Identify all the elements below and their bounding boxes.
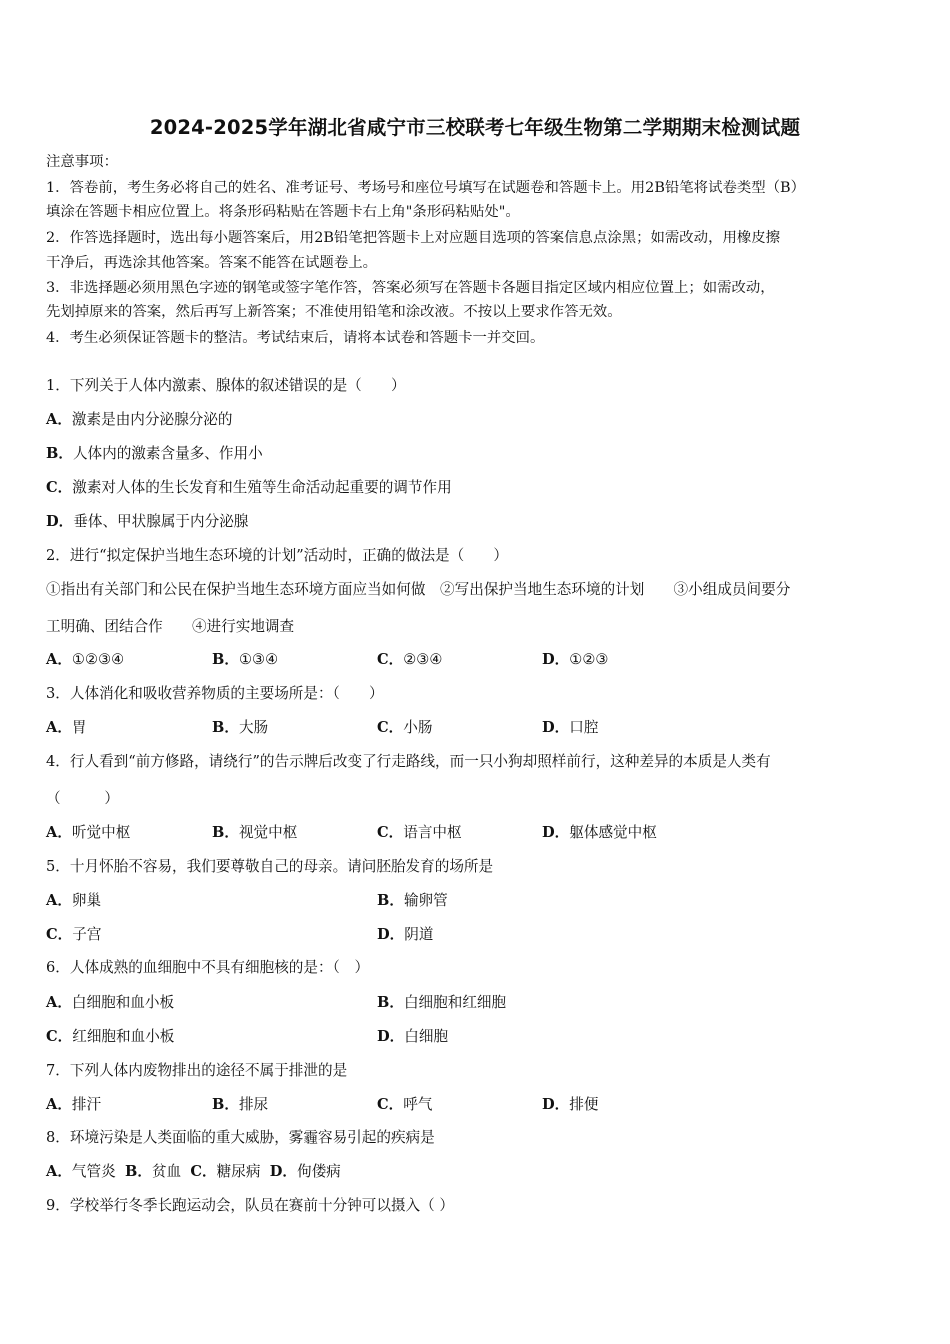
question-3-stem: 3．人体消化和吸收营养物质的主要场所是：（ ） [46,685,384,702]
option-label: B． [46,445,73,462]
q8-option-b: 贫血 [151,1163,182,1180]
option-label: C． [377,824,404,841]
option-text: 垂体、甲状腺属于内分泌腺 [73,513,249,530]
option-label: D． [269,1163,297,1180]
q8-option-c: 糖尿病 [216,1163,261,1180]
option-label: C． [46,479,73,496]
q6-option-b [377,993,506,1013]
option-text: 视觉中枢 [238,824,298,841]
notes-line: 2．作答选择题时，选出每小题答案后，用2B铅笔把答题卡上对应题目选项的答案信息点涂黑；如需改动，用橡皮擦 [46,230,781,246]
question-2-detail: ①指出有关部门和公民在保护当地生态环境方面应当如何做 ②写出保护当地生态环境的计划 ③小组成员间要分 [46,581,791,598]
q6-option-a [46,993,174,1013]
option-label: D． [542,1096,570,1113]
option-label: C． [46,926,73,943]
question-8-stem: 8．环境污染是人类面临的重大威胁，雾霾容易引起的疾病是 [46,1129,435,1146]
option-text: 阴道 [404,926,434,943]
q4-option-d [542,823,657,843]
option-text: 呼气 [403,1096,433,1113]
notes-line: 1．答卷前，考生务必将自己的姓名、准考证号、考场号和座位号填写在试题卷和答题卡上。用2B铅笔将试卷类型（B） [46,180,805,196]
option-label: A． [46,651,72,668]
option-text: 白细胞 [404,1028,449,1045]
notes-line: 先划掉原来的答案，然后再写上新答案；不准使用铅笔和涂改液。不按以上要求作答无效。 [46,304,622,320]
question-1-stem: 1．下列关于人体内激素、腺体的叙述错误的是（ ） [46,377,406,394]
q3-option-a [46,718,87,738]
q8-option-a: 气管炎 [71,1163,116,1180]
q2-option-c [377,650,442,670]
q2-option-a [46,650,124,670]
q1-option-a [46,410,232,430]
option-text: ①②③④ [71,651,125,668]
option-text: 输卵管 [403,892,448,909]
option-label: D． [542,824,570,841]
option-label: C． [377,719,404,736]
q6-option-c [46,1027,174,1047]
q8-options-row [46,1162,341,1182]
option-text: ①③④ [238,651,279,668]
option-text: 激素对人体的生长发育和生殖等生命活动起重要的调节作用 [72,479,452,496]
option-label: B． [377,994,404,1011]
q7-option-c [377,1095,432,1115]
option-label: A． [46,892,72,909]
notes-line: 3．非选择题必须用黑色字迹的钢笔或签字笔作答，答案必须写在答题卡各题目指定区域内相应位置上；如需改动， [46,280,775,296]
option-text: 卵巢 [71,892,102,909]
option-label: B． [125,1163,152,1180]
q7-option-d [542,1095,598,1115]
q4-option-b [212,823,297,843]
q4-option-a [46,823,130,843]
q8-option-d: 佝偻病 [296,1163,341,1180]
option-label: D． [377,1028,405,1045]
question-2-detail: 工明确、团结合作 ④进行实地调查 [46,618,295,635]
option-text: 大肠 [238,719,269,736]
option-text: ①②③ [569,651,609,668]
q5-option-a [46,891,101,911]
option-label: D． [542,651,570,668]
option-label: B． [377,892,404,909]
option-label: D． [46,513,74,530]
option-label: D． [377,926,405,943]
option-text: 红细胞和血小板 [72,1028,175,1045]
option-label: A． [46,719,72,736]
option-label: B． [212,824,239,841]
q1-option-d [46,512,248,532]
q7-option-a [46,1095,101,1115]
option-label: A． [46,1096,72,1113]
option-text: 人体内的激素含量多、作用小 [72,445,263,462]
q5-option-c [46,925,101,945]
option-text: 子宫 [72,926,102,943]
option-label: C． [377,1096,404,1113]
q3-option-d [542,718,598,738]
option-text: 胃 [71,719,87,736]
option-text: ②③④ [403,651,443,668]
option-text: 小肠 [403,719,433,736]
option-text: 排便 [569,1096,599,1113]
question-7-stem: 7．下列人体内废物排出的途径不属于排泄的是 [46,1062,348,1079]
question-5-stem: 5．十月怀胎不容易，我们要尊敬自己的母亲。请问胚胎发育的场所是 [46,858,494,875]
question-6-stem: 6．人体成熟的血细胞中不具有细胞核的是：（ ） [46,959,370,976]
option-text: 排汗 [71,1096,102,1113]
q5-option-d [377,925,433,945]
option-label: B． [212,719,239,736]
q5-option-b [377,891,448,911]
page-title: 2024-2025学年湖北省咸宁市三校联考七年级生物第二学期期末检测试题 [149,116,801,139]
option-label: C． [190,1163,217,1180]
q7-option-b [212,1095,268,1115]
option-text: 白细胞和红细胞 [403,994,507,1011]
question-2-stem: 2．进行“拟定保护当地生态环境的计划”活动时，正确的做法是（ ） [46,547,509,564]
option-label: A． [46,411,72,428]
option-label: B． [212,1096,239,1113]
notes-line: 填涂在答题卡相应位置上。将条形码粘贴在答题卡右上角"条形码粘贴处"。 [46,204,520,220]
q1-option-b [46,444,263,464]
option-label: A． [46,824,72,841]
option-label: B． [212,651,239,668]
q2-option-b [212,650,278,670]
q1-option-c [46,478,452,498]
option-text: 激素是由内分泌腺分泌的 [71,411,233,428]
notes-line: 4．考生必须保证答题卡的整洁。考试结束后，请将本试卷和答题卡一并交回。 [46,330,545,346]
option-text: 口腔 [569,719,599,736]
option-label: C． [377,651,404,668]
option-label: C． [46,1028,73,1045]
option-text: 白细胞和血小板 [71,994,175,1011]
option-text: 听觉中枢 [71,824,131,841]
question-4-stem: 4．行人看到“前方修路，请绕行”的告示牌后改变了行走路线，而一只小狗却照样前行，这种差异的本质是人类有 [46,753,771,770]
notes-heading: 注意事项： [46,154,118,170]
question-4-paren: （ ） [46,790,119,807]
q6-option-d [377,1027,448,1047]
q2-option-d [542,650,609,670]
q3-option-c [377,718,432,738]
option-text: 排尿 [238,1096,269,1113]
option-text: 语言中枢 [403,824,462,841]
q4-option-c [377,823,462,843]
option-label: D． [542,719,570,736]
notes-line: 干净后，再选涂其他答案。答案不能答在试题卷上。 [46,255,377,271]
option-label: A． [46,994,72,1011]
question-9-stem: 9．学校举行冬季长跑运动会，队员在赛前十分钟可以摄入（ ） [46,1197,454,1214]
option-text: 躯体感觉中枢 [569,824,657,841]
option-label: A． [46,1163,72,1180]
q3-option-b [212,718,268,738]
